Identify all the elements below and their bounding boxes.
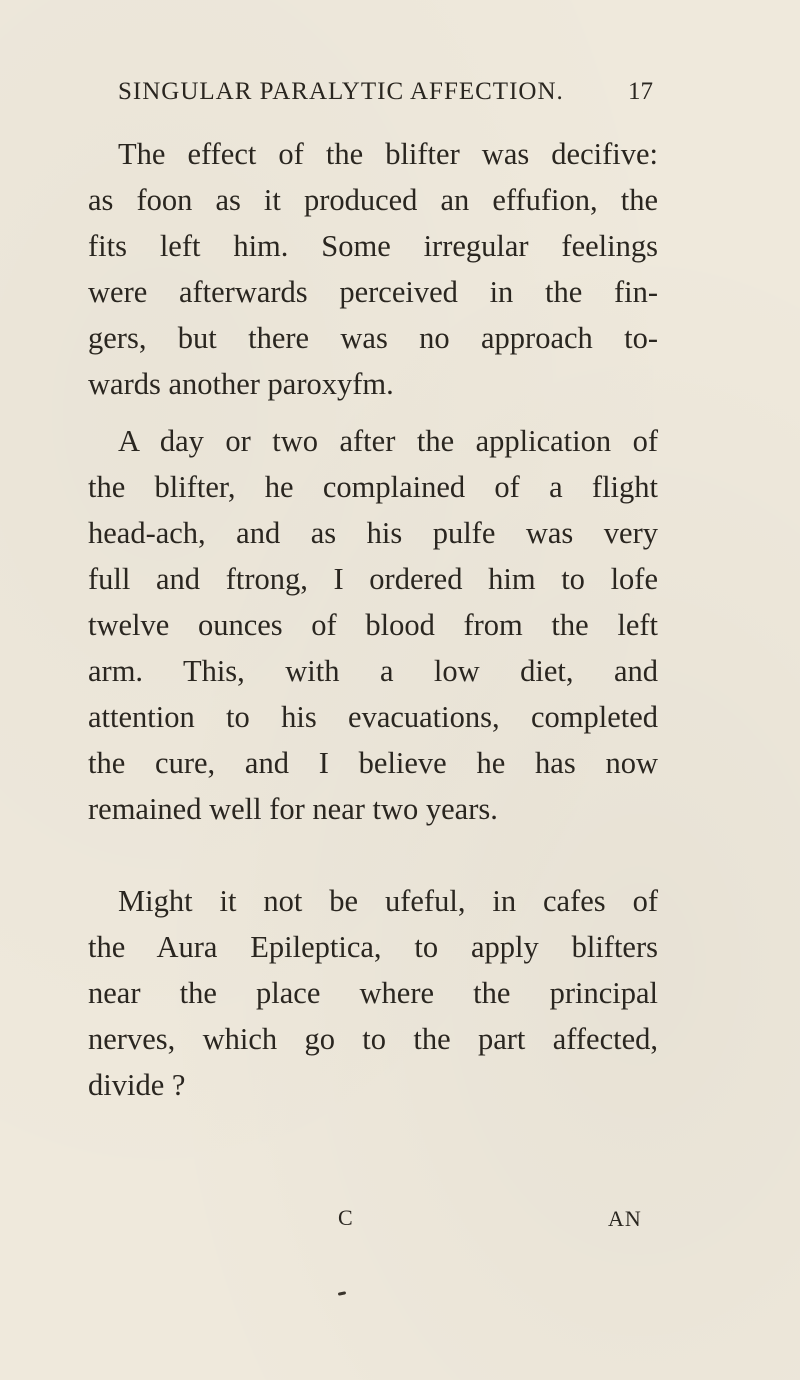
paragraph-1 — [88, 131, 658, 407]
text-line: fits left him. Some irregular feelings — [88, 229, 658, 263]
paragraph-3 — [88, 878, 658, 1108]
running-title: SINGULAR PARALYTIC AFFECTION. — [118, 78, 564, 105]
text-line: arm. This, with a low diet, and — [88, 654, 658, 688]
page-number: 17 — [628, 78, 653, 105]
text-line: wards another paroxyfm. — [88, 367, 394, 401]
text-line: the cure, and I believe he has now — [88, 746, 658, 780]
text-line: The effect of the blifter was decifive: — [118, 137, 658, 171]
text-line: as foon as it produced an effufion, the — [88, 183, 658, 217]
text-line: Might it not be ufeful, in cafes of — [118, 884, 658, 918]
signature-mark: C — [338, 1205, 353, 1230]
text-line: gers, but there was no approach to- — [88, 321, 658, 355]
text-line: A day or two after the application of — [118, 424, 658, 458]
text-line: divide ? — [88, 1068, 186, 1102]
text-line: near the place where the principal — [88, 976, 658, 1010]
paragraph-2 — [88, 418, 658, 832]
text-line: head-ach, and as his pulfe was very — [88, 516, 658, 550]
text-line: remained well for near two years. — [88, 792, 498, 826]
text-line: the Aura Epileptica, to apply blifters — [88, 930, 658, 964]
text-line: attention to his evacuations, completed — [88, 700, 658, 734]
text-line: full and ftrong, I ordered him to lofe — [88, 562, 658, 596]
running-head — [118, 78, 653, 118]
catchword: AN — [608, 1206, 642, 1231]
ink-speck — [338, 1291, 346, 1296]
text-line: twelve ounces of blood from the left — [88, 608, 658, 642]
text-line: were afterwards perceived in the fin- — [88, 275, 658, 309]
text-line: the blifter, he complained of a flight — [88, 470, 658, 504]
text-line: nerves, which go to the part affected, — [88, 1022, 658, 1056]
